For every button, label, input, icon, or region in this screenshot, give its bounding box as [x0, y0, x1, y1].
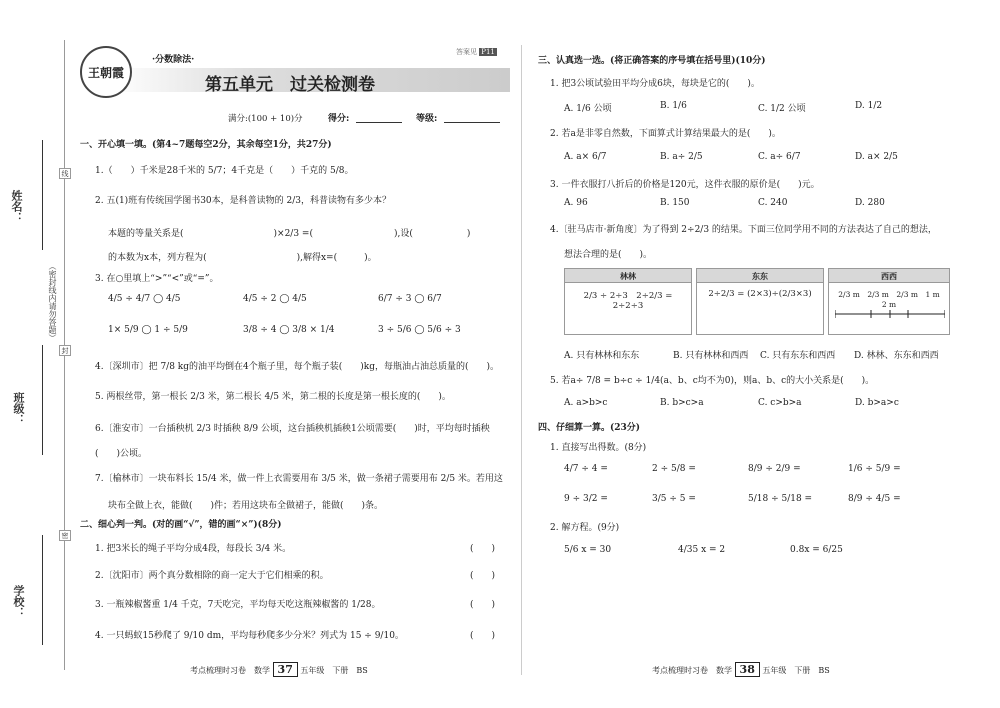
judge-1: 1. 把3米长的绳子平均分成4段，每段长 3/4 米。	[95, 544, 292, 554]
answer-ref	[456, 47, 497, 57]
calc-item: 9 ÷ 3/2 =	[564, 494, 608, 504]
class-blank	[42, 345, 43, 455]
footer-right	[652, 662, 830, 677]
compare-item: 4/5 ÷ 2 ◯ 4/5	[243, 294, 307, 304]
question-1-7-cont: 块布全做上衣，能做( )件；若用这块布全做裙子，能做( )条。	[108, 501, 384, 511]
section-tag: ·分数除法·	[152, 55, 195, 65]
section-4-title: 四、仔细算一算。(23分)	[538, 423, 641, 433]
equation-item: 0.8x = 6/25	[790, 545, 843, 555]
choice-4-option: C. 只有东东和西西	[760, 351, 836, 361]
calc-item: 8/9 ÷ 2/9 =	[748, 464, 801, 474]
equation-item: 5/6 x = 30	[564, 545, 612, 555]
panel-name: 西西	[829, 269, 949, 283]
calc-item: 3/5 ÷ 5 =	[652, 494, 696, 504]
choice-2-option: B. a÷ 2/5	[660, 152, 703, 162]
question-1-6: 6.〔淮安市〕一台插秧机 2/3 时插秧 8/9 公顷，这台插秧机插秧1公顷需要( )时，平均每时插秧	[95, 424, 490, 434]
seal-mark-secret: 密	[61, 532, 69, 539]
choice-5-option: B. b>c>a	[660, 398, 704, 408]
judge-3-answer[interactable]: ( )	[470, 600, 496, 610]
choice-4-option: D. 林林、东东和西西	[854, 351, 939, 361]
compare-item: 1× 5/9 ◯ 1 ÷ 5/9	[108, 325, 188, 335]
choice-1-option: A. 1/6 公顷	[564, 104, 612, 114]
seal-mark-seal: 封	[61, 347, 69, 354]
score-blank	[356, 122, 402, 123]
compare-item: 4/5 ÷ 4/7 ◯ 4/5	[108, 294, 181, 304]
calc-item: 2 ÷ 5/8 =	[652, 464, 696, 474]
calc-item: 4/7 ÷ 4 =	[564, 464, 608, 474]
page-divider	[521, 45, 522, 675]
grade-label: 等级:	[416, 114, 438, 124]
class-label: 班级：	[12, 392, 25, 425]
method-panel-linlin	[564, 268, 692, 335]
logo-text: 王朝霞	[87, 65, 124, 80]
panel-name: 东东	[697, 269, 823, 283]
seal-mark-line: 线	[61, 170, 69, 177]
question-1-5: 5. 两根丝带，第一根长 2/3 米，第二根长 4/5 米，第二根的长度是第一根长度的( )。	[95, 392, 451, 402]
equation-heading: 2. 解方程。(9分)	[550, 523, 620, 533]
choice-4-cont: 想法合理的是( )。	[564, 250, 653, 260]
choice-1-option: B. 1/6	[660, 101, 687, 111]
choice-2-option: A. a× 6/7	[564, 152, 607, 162]
choice-5-option: A. a>b>c	[564, 398, 608, 408]
question-1-3: 3. 在○里填上“>”“<”或“=”。	[95, 274, 219, 284]
panel-body: 2/3 m 2/3 m 2/3 m 1 m 2 m	[838, 290, 948, 309]
question-1-7: 7.〔榆林市〕一块布料长 15/4 米，做一件上衣需要用布 3/5 米，做一条裙子需要用布 2/5 米。若用这	[95, 474, 503, 484]
footer-left	[190, 662, 368, 677]
section-1-title: 一、开心填一填。(第4~7题每空2分，其余每空1分，共27分)	[80, 140, 332, 150]
footer-right-tail: 五年级 下册 BS	[762, 666, 830, 675]
choice-2-option: D. a× 2/5	[855, 152, 898, 162]
compare-item: 6/7 ÷ 3 ◯ 6/7	[378, 294, 442, 304]
choice-5: 5. 若a÷ 7/8 = b÷c ÷ 1/4(a、b、c均不为0)，则a、b、c的大小关系是( )。	[550, 376, 875, 386]
choice-3-option: B. 150	[660, 198, 690, 208]
calc-heading: 1. 直接写出得数。(8分)	[550, 443, 647, 453]
question-1-2-equation: 的本数为x本，列方程为( ),解得x=( )。	[108, 253, 377, 263]
school-blank	[42, 535, 43, 645]
judge-4: 4. 一只蚂蚁15秒爬了 9/10 dm，平均每秒爬多少分米？列式为 15 ÷ 9/10。	[95, 631, 404, 641]
brand-logo	[80, 46, 132, 98]
choice-3-option: C. 240	[758, 198, 788, 208]
question-1-2: 2. 五(1)班有传统国学图书30本，是科普读物的 2/3，科普读物有多少本？	[95, 196, 391, 206]
panel-name: 林林	[565, 269, 691, 283]
page-title: 第五单元 过关检测卷	[205, 75, 375, 95]
judge-2: 2.〔沈阳市〕两个真分数相除的商一定大于它们相乘的积。	[95, 571, 329, 581]
page-number-right: 38	[735, 662, 760, 677]
page-number-left: 37	[273, 662, 298, 677]
name-label: 姓名：	[10, 190, 23, 223]
question-1-4: 4.〔深圳市〕把 7/8 kg的油平均倒在4个瓶子里，每个瓶子装( )kg，每瓶油占油总质量的( )。	[95, 362, 499, 372]
school-label: 学校：	[12, 585, 25, 618]
section-2-title: 二、细心判一判。(对的画“√”，错的画“×”)(8分)	[80, 520, 282, 530]
score-label: 得分:	[328, 114, 350, 124]
choice-3: 3. 一件衣服打八折后的价格是120元，这件衣服的原价是( )元。	[550, 180, 820, 190]
question-1-6-cont: ( )公顷。	[95, 449, 148, 459]
footer-left-text: 考点梳理时习卷 数学	[190, 666, 270, 675]
score-info: 满分:(100 + 10)分	[228, 114, 303, 124]
choice-1-option: D. 1/2	[855, 101, 883, 111]
section-3-title: 三、认真选一选。(将正确答案的序号填在括号里)(10分)	[538, 56, 766, 66]
footer-left-tail: 五年级 下册 BS	[300, 666, 368, 675]
question-1-1: 1.（ ）千米是28千米的 5/7；4千克是（ ）千克的 5/8。	[95, 166, 354, 176]
question-1-2-relation: 本题的等量关系是( )×2/3 =( ),设( )	[108, 229, 471, 239]
panel-body: 2÷2/3 = (2×3)÷(2/3×3)	[708, 289, 812, 299]
choice-5-option: D. b>a>c	[855, 398, 899, 408]
judge-4-answer[interactable]: ( )	[470, 631, 496, 641]
judge-1-answer[interactable]: ( )	[470, 544, 496, 554]
choice-5-option: C. c>b>a	[758, 398, 802, 408]
choice-4-option: A. 只有林林和东东	[564, 351, 640, 361]
answer-ref-label: 答案见	[456, 48, 477, 56]
panel-body: 2/3 ÷ 2÷3 2÷2/3 = 2÷2÷3	[583, 291, 673, 311]
choice-3-option: A. 96	[564, 198, 588, 208]
choice-2-option: C. a÷ 6/7	[758, 152, 801, 162]
choice-1: 1. 把3公顷试验田平均分成6块，每块是它的( )。	[550, 79, 760, 89]
calc-item: 1/6 ÷ 5/9 =	[848, 464, 901, 474]
grade-blank	[444, 122, 500, 123]
compare-item: 3/8 ÷ 4 ◯ 3/8 × 1/4	[243, 325, 335, 335]
compare-item: 3 ÷ 5/6 ◯ 5/6 ÷ 3	[378, 325, 461, 335]
choice-3-option: D. 280	[855, 198, 885, 208]
answer-page: P11	[481, 48, 495, 56]
choice-1-option: C. 1/2 公顷	[758, 104, 806, 114]
footer-right-text: 考点梳理时习卷 数学	[652, 666, 732, 675]
choice-4-option: B. 只有林林和西西	[673, 351, 749, 361]
method-panel-dongdong	[696, 268, 824, 335]
choice-2: 2. 若a是非零自然数，下面算式计算结果最大的是( )。	[550, 129, 781, 139]
method-panel-xixi	[828, 268, 950, 335]
number-line-diagram	[835, 309, 945, 319]
judge-2-answer[interactable]: ( )	[470, 571, 496, 581]
calc-item: 5/18 ÷ 5/18 =	[748, 494, 813, 504]
equation-item: 4/35 x = 2	[678, 545, 726, 555]
judge-3: 3. 一瓶辣椒酱重 1/4 千克，7天吃完，平均每天吃这瓶辣椒酱的 1/28。	[95, 600, 381, 610]
seal-note: （密封线内请勿答题）	[48, 262, 57, 342]
calc-item: 8/9 ÷ 4/5 =	[848, 494, 901, 504]
name-blank	[42, 140, 43, 250]
choice-4: 4.〔驻马店市·新角度〕为了得到 2÷2/3 的结果。下面三位同学用不同的方法表达了自己的想法，	[550, 225, 937, 235]
